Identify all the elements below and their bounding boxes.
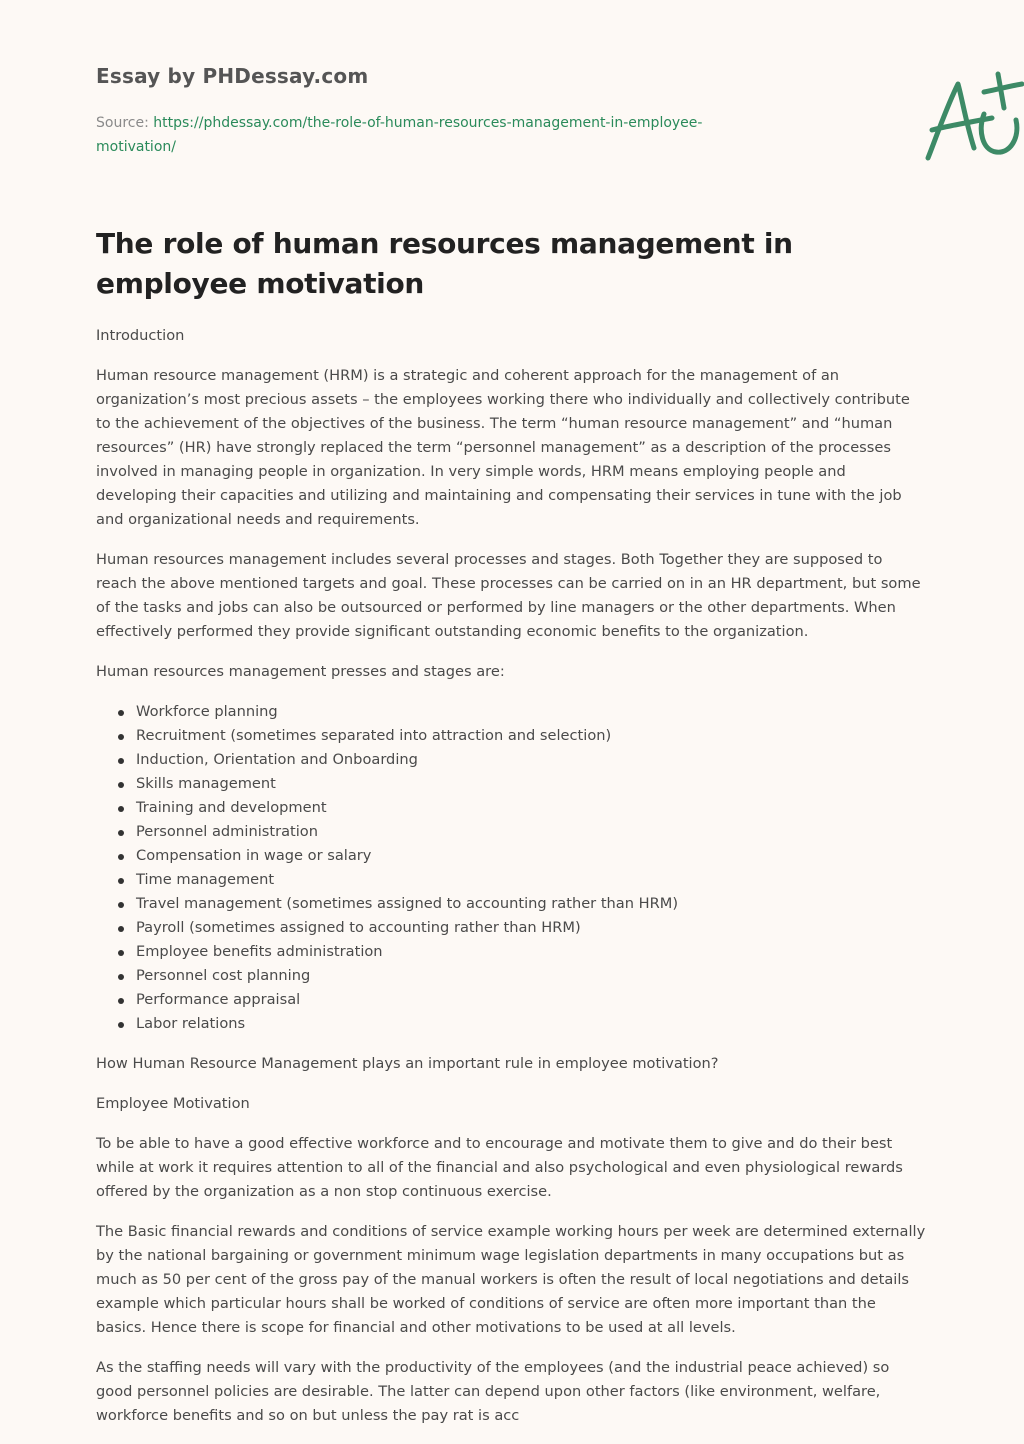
list-item: Training and development bbox=[136, 796, 926, 820]
article-title: The role of human resources management in employee motivation bbox=[96, 227, 793, 300]
article-body bbox=[96, 324, 926, 1444]
list-item: Workforce planning bbox=[136, 700, 926, 724]
list-item: Employee benefits administration bbox=[136, 940, 926, 964]
paragraph-5: As the staffing needs will vary with the productivity of the employees (and the industrial peace achieved) so good personnel policies are desirable. The latter can depend upon other factors (like environment, welfare, workforce benefits and so on but unless the pay rat is acc bbox=[96, 1359, 890, 1424]
list-item: Labor relations bbox=[136, 1012, 926, 1036]
site-brand: Essay by PHDessay.com bbox=[96, 64, 369, 88]
paragraph-1: Human resource management (HRM) is a strategic and coherent approach for the management of an organization’s most precious assets – the employees working there who individually and collectively contribute to the achievement of the objectives of the business. The term “human resource management” and “human resources” (HR) have strongly replaced the term “personnel management” as a description of the processes involved in managing people in organization. In very simple words, HRM means employing people and developing their capacities and utilizing and maintaining and compensating their services in tune with the job and organizational needs and requirements. bbox=[96, 367, 910, 528]
list-item: Personnel cost planning bbox=[136, 964, 926, 988]
source-line bbox=[96, 111, 756, 159]
list-item: Time management bbox=[136, 868, 926, 892]
list-item: Travel management (sometimes assigned to accounting rather than HRM) bbox=[136, 892, 926, 916]
list-intro: Human resources management presses and stages are: bbox=[96, 663, 505, 680]
list-item: Compensation in wage or salary bbox=[136, 844, 926, 868]
hrm-process-list bbox=[96, 700, 926, 1036]
list-item: Performance appraisal bbox=[136, 988, 926, 1012]
intro-heading: Introduction bbox=[96, 327, 185, 344]
a-plus-logo-icon bbox=[918, 68, 1024, 168]
source-label: Source: bbox=[96, 115, 154, 131]
list-item: Skills management bbox=[136, 772, 926, 796]
paragraph-4: The Basic financial rewards and conditions of service example working hours per week are determined externally by the national bargaining or government minimum wage legislation departments in many occupations but as much as 50 per cent of the gross pay of the manual workers is often the result of local negotiations and details example which particular hours shall be worked of conditions of service are often more important than the basics. Hence there is scope for financial and other motivations to be used at all levels. bbox=[96, 1223, 926, 1336]
list-item: Personnel administration bbox=[136, 820, 926, 844]
list-item: Payroll (sometimes assigned to accounting rather than HRM) bbox=[136, 916, 926, 940]
question-line: How Human Resource Management plays an important rule in employee motivation? bbox=[96, 1055, 719, 1072]
list-item: Recruitment (sometimes separated into attraction and selection) bbox=[136, 724, 926, 748]
paragraph-2: Human resources management includes several processes and stages. Both Together they are supposed to reach the above mentioned targets and goal. These processes can be carried on in an HR department, but some of the tasks and jobs can also be outsourced or performed by line managers or the other departments. When effectively performed they provide significant outstanding economic benefits to the organization. bbox=[96, 551, 921, 640]
paragraph-3: To be able to have a good effective workforce and to encourage and motivate them to give and do their best while at work it requires attention to all of the financial and also psychological and even physiological rewards offered by the organization as a non stop continuous exercise. bbox=[96, 1135, 903, 1200]
source-link[interactable]: https://phdessay.com/the-role-of-human-resources-management-in-employee-motivation/ bbox=[96, 115, 703, 155]
logo-text: A+ bbox=[974, 118, 976, 119]
list-item: Induction, Orientation and Onboarding bbox=[136, 748, 926, 772]
motivation-heading: Employee Motivation bbox=[96, 1095, 250, 1112]
